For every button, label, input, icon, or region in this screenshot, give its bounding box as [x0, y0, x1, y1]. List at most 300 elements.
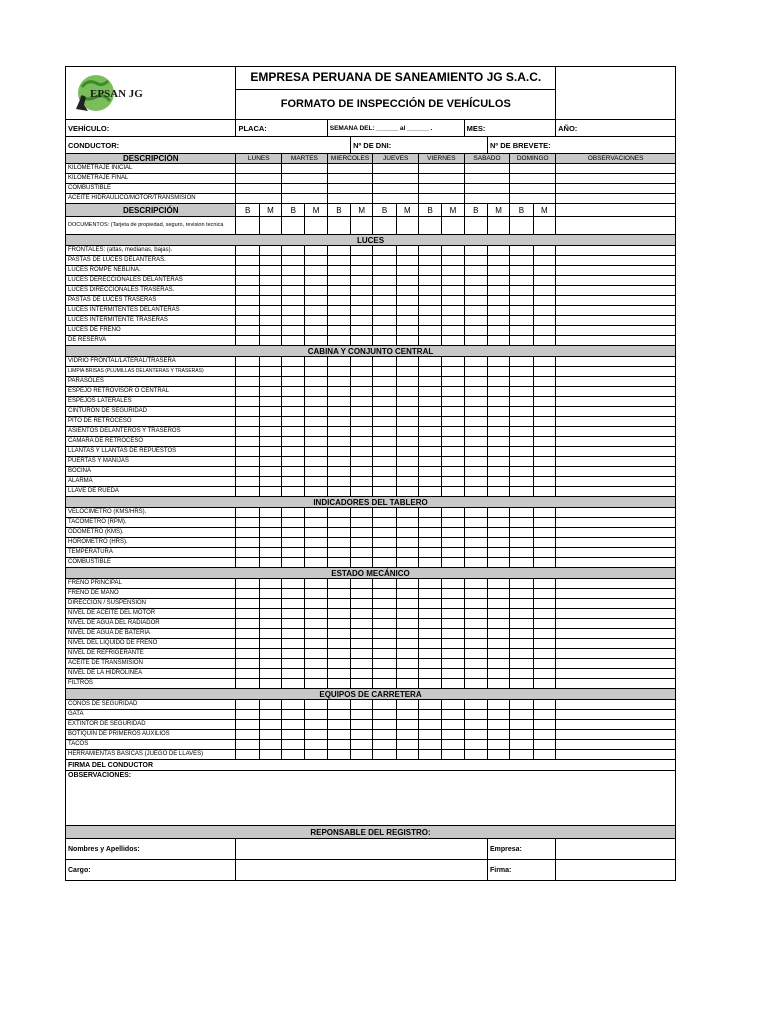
check-cell[interactable]	[510, 487, 533, 497]
check-cell[interactable]	[442, 518, 464, 528]
check-cell[interactable]	[464, 629, 487, 639]
check-cell[interactable]	[305, 316, 327, 326]
check-cell[interactable]	[419, 669, 442, 679]
check-cell[interactable]	[259, 296, 281, 306]
check-cell[interactable]	[282, 659, 305, 669]
check-cell[interactable]	[282, 649, 305, 659]
check-cell[interactable]	[351, 417, 373, 427]
check-cell[interactable]	[351, 477, 373, 487]
check-cell[interactable]	[327, 336, 350, 346]
check-cell[interactable]	[373, 487, 396, 497]
observation-cell[interactable]	[556, 276, 676, 286]
check-cell[interactable]	[419, 679, 442, 689]
check-cell[interactable]	[464, 377, 487, 387]
check-cell[interactable]	[487, 286, 509, 296]
check-cell[interactable]	[282, 639, 305, 649]
check-cell[interactable]	[487, 336, 509, 346]
check-cell[interactable]	[442, 589, 464, 599]
check-cell[interactable]	[259, 528, 281, 538]
observation-cell[interactable]	[556, 558, 676, 568]
check-cell[interactable]	[464, 518, 487, 528]
check-cell[interactable]	[464, 659, 487, 669]
check-cell[interactable]	[327, 740, 350, 750]
check-cell[interactable]	[419, 266, 442, 276]
check-cell[interactable]	[396, 306, 418, 316]
check-cell[interactable]	[259, 256, 281, 266]
check-cell[interactable]	[396, 296, 418, 306]
check-cell[interactable]	[396, 417, 418, 427]
check-cell[interactable]	[236, 256, 259, 266]
check-cell[interactable]	[305, 518, 327, 528]
check-cell[interactable]	[510, 538, 533, 548]
observations-field[interactable]: OBSERVACIONES:	[66, 771, 676, 826]
check-cell[interactable]	[236, 296, 259, 306]
check-cell[interactable]	[396, 720, 418, 730]
check-cell[interactable]	[327, 599, 350, 609]
check-cell[interactable]	[282, 217, 305, 235]
check-cell[interactable]	[396, 286, 418, 296]
check-cell[interactable]	[419, 659, 442, 669]
check-cell[interactable]	[510, 246, 533, 256]
check-cell[interactable]	[351, 538, 373, 548]
observation-cell[interactable]	[556, 457, 676, 467]
check-cell[interactable]	[419, 286, 442, 296]
check-cell[interactable]	[396, 266, 418, 276]
check-cell[interactable]	[327, 629, 350, 639]
day-value-cell[interactable]	[510, 194, 556, 204]
check-cell[interactable]	[282, 276, 305, 286]
check-cell[interactable]	[442, 508, 464, 518]
check-cell[interactable]	[236, 407, 259, 417]
check-cell[interactable]	[327, 679, 350, 689]
check-cell[interactable]	[442, 599, 464, 609]
check-cell[interactable]	[487, 669, 509, 679]
day-value-cell[interactable]	[373, 164, 419, 174]
check-cell[interactable]	[533, 649, 556, 659]
check-cell[interactable]	[305, 629, 327, 639]
check-cell[interactable]	[236, 508, 259, 518]
day-value-cell[interactable]	[419, 174, 465, 184]
check-cell[interactable]	[464, 649, 487, 659]
check-cell[interactable]	[305, 296, 327, 306]
check-cell[interactable]	[259, 609, 281, 619]
check-cell[interactable]	[396, 730, 418, 740]
check-cell[interactable]	[373, 589, 396, 599]
check-cell[interactable]	[464, 669, 487, 679]
check-cell[interactable]	[282, 316, 305, 326]
check-cell[interactable]	[305, 750, 327, 760]
check-cell[interactable]	[464, 387, 487, 397]
check-cell[interactable]	[487, 306, 509, 316]
check-cell[interactable]	[351, 639, 373, 649]
check-cell[interactable]	[464, 619, 487, 629]
check-cell[interactable]	[442, 286, 464, 296]
check-cell[interactable]	[396, 437, 418, 447]
check-cell[interactable]	[236, 730, 259, 740]
check-cell[interactable]	[305, 619, 327, 629]
check-cell[interactable]	[282, 528, 305, 538]
check-cell[interactable]	[396, 427, 418, 437]
check-cell[interactable]	[282, 619, 305, 629]
check-cell[interactable]	[282, 326, 305, 336]
check-cell[interactable]	[510, 407, 533, 417]
check-cell[interactable]	[236, 639, 259, 649]
check-cell[interactable]	[282, 357, 305, 367]
observation-cell[interactable]	[556, 184, 676, 194]
check-cell[interactable]	[442, 407, 464, 417]
check-cell[interactable]	[487, 629, 509, 639]
check-cell[interactable]	[442, 609, 464, 619]
check-cell[interactable]	[351, 679, 373, 689]
check-cell[interactable]	[236, 457, 259, 467]
check-cell[interactable]	[351, 629, 373, 639]
check-cell[interactable]	[351, 508, 373, 518]
check-cell[interactable]	[351, 246, 373, 256]
check-cell[interactable]	[373, 387, 396, 397]
check-cell[interactable]	[464, 720, 487, 730]
check-cell[interactable]	[305, 467, 327, 477]
check-cell[interactable]	[487, 659, 509, 669]
check-cell[interactable]	[327, 669, 350, 679]
check-cell[interactable]	[442, 256, 464, 266]
check-cell[interactable]	[396, 589, 418, 599]
check-cell[interactable]	[327, 256, 350, 266]
check-cell[interactable]	[327, 367, 350, 377]
check-cell[interactable]	[419, 740, 442, 750]
check-cell[interactable]	[259, 467, 281, 477]
vehicle-field[interactable]: VEHÍCULO:	[66, 120, 236, 137]
check-cell[interactable]	[464, 700, 487, 710]
check-cell[interactable]	[259, 487, 281, 497]
observation-cell[interactable]	[556, 639, 676, 649]
check-cell[interactable]	[442, 417, 464, 427]
check-cell[interactable]	[419, 528, 442, 538]
check-cell[interactable]	[373, 558, 396, 568]
check-cell[interactable]	[464, 467, 487, 477]
check-cell[interactable]	[442, 528, 464, 538]
check-cell[interactable]	[419, 750, 442, 760]
observation-cell[interactable]	[556, 437, 676, 447]
check-cell[interactable]	[533, 730, 556, 740]
check-cell[interactable]	[487, 217, 509, 235]
check-cell[interactable]	[396, 619, 418, 629]
check-cell[interactable]	[442, 477, 464, 487]
check-cell[interactable]	[533, 467, 556, 477]
check-cell[interactable]	[510, 720, 533, 730]
check-cell[interactable]	[419, 589, 442, 599]
check-cell[interactable]	[464, 266, 487, 276]
check-cell[interactable]	[442, 397, 464, 407]
check-cell[interactable]	[442, 548, 464, 558]
check-cell[interactable]	[282, 266, 305, 276]
check-cell[interactable]	[464, 487, 487, 497]
check-cell[interactable]	[351, 649, 373, 659]
check-cell[interactable]	[327, 397, 350, 407]
check-cell[interactable]	[510, 508, 533, 518]
check-cell[interactable]	[396, 548, 418, 558]
check-cell[interactable]	[236, 377, 259, 387]
observation-cell[interactable]	[556, 518, 676, 528]
check-cell[interactable]	[236, 387, 259, 397]
check-cell[interactable]	[351, 609, 373, 619]
check-cell[interactable]	[533, 296, 556, 306]
check-cell[interactable]	[419, 296, 442, 306]
day-value-cell[interactable]	[419, 184, 465, 194]
check-cell[interactable]	[487, 266, 509, 276]
check-cell[interactable]	[259, 306, 281, 316]
check-cell[interactable]	[464, 357, 487, 367]
check-cell[interactable]	[396, 710, 418, 720]
check-cell[interactable]	[396, 508, 418, 518]
check-cell[interactable]	[351, 518, 373, 528]
check-cell[interactable]	[419, 367, 442, 377]
check-cell[interactable]	[305, 217, 327, 235]
check-cell[interactable]	[396, 387, 418, 397]
check-cell[interactable]	[419, 306, 442, 316]
check-cell[interactable]	[259, 336, 281, 346]
check-cell[interactable]	[259, 326, 281, 336]
day-value-cell[interactable]	[419, 164, 465, 174]
check-cell[interactable]	[487, 558, 509, 568]
check-cell[interactable]	[327, 246, 350, 256]
check-cell[interactable]	[487, 538, 509, 548]
check-cell[interactable]	[533, 579, 556, 589]
check-cell[interactable]	[487, 528, 509, 538]
check-cell[interactable]	[464, 730, 487, 740]
check-cell[interactable]	[510, 609, 533, 619]
check-cell[interactable]	[510, 619, 533, 629]
week-field[interactable]: SEMANA DEL: ______ al ______ .	[327, 120, 464, 137]
check-cell[interactable]	[351, 306, 373, 316]
check-cell[interactable]	[282, 538, 305, 548]
check-cell[interactable]	[259, 659, 281, 669]
check-cell[interactable]	[373, 256, 396, 266]
check-cell[interactable]	[396, 407, 418, 417]
check-cell[interactable]	[464, 589, 487, 599]
check-cell[interactable]	[236, 467, 259, 477]
check-cell[interactable]	[419, 548, 442, 558]
check-cell[interactable]	[533, 669, 556, 679]
check-cell[interactable]	[396, 367, 418, 377]
observation-cell[interactable]	[556, 589, 676, 599]
check-cell[interactable]	[533, 538, 556, 548]
check-cell[interactable]	[373, 457, 396, 467]
check-cell[interactable]	[259, 649, 281, 659]
check-cell[interactable]	[236, 679, 259, 689]
check-cell[interactable]	[487, 487, 509, 497]
check-cell[interactable]	[396, 518, 418, 528]
check-cell[interactable]	[442, 700, 464, 710]
check-cell[interactable]	[351, 447, 373, 457]
check-cell[interactable]	[442, 367, 464, 377]
check-cell[interactable]	[327, 217, 350, 235]
check-cell[interactable]	[464, 296, 487, 306]
check-cell[interactable]	[373, 579, 396, 589]
check-cell[interactable]	[282, 700, 305, 710]
check-cell[interactable]	[464, 367, 487, 377]
day-value-cell[interactable]	[282, 164, 328, 174]
check-cell[interactable]	[259, 377, 281, 387]
check-cell[interactable]	[259, 367, 281, 377]
check-cell[interactable]	[533, 518, 556, 528]
check-cell[interactable]	[533, 558, 556, 568]
check-cell[interactable]	[533, 750, 556, 760]
observation-cell[interactable]	[556, 427, 676, 437]
check-cell[interactable]	[327, 639, 350, 649]
check-cell[interactable]	[533, 609, 556, 619]
check-cell[interactable]	[259, 286, 281, 296]
check-cell[interactable]	[236, 720, 259, 730]
check-cell[interactable]	[487, 508, 509, 518]
check-cell[interactable]	[236, 246, 259, 256]
day-value-cell[interactable]	[373, 184, 419, 194]
check-cell[interactable]	[464, 558, 487, 568]
check-cell[interactable]	[487, 387, 509, 397]
check-cell[interactable]	[533, 427, 556, 437]
check-cell[interactable]	[305, 407, 327, 417]
check-cell[interactable]	[236, 518, 259, 528]
check-cell[interactable]	[487, 377, 509, 387]
check-cell[interactable]	[305, 266, 327, 276]
check-cell[interactable]	[487, 457, 509, 467]
check-cell[interactable]	[351, 377, 373, 387]
check-cell[interactable]	[487, 750, 509, 760]
check-cell[interactable]	[236, 217, 259, 235]
check-cell[interactable]	[533, 629, 556, 639]
check-cell[interactable]	[510, 306, 533, 316]
check-cell[interactable]	[373, 407, 396, 417]
check-cell[interactable]	[282, 256, 305, 266]
day-value-cell[interactable]	[510, 184, 556, 194]
check-cell[interactable]	[533, 457, 556, 467]
check-cell[interactable]	[351, 599, 373, 609]
check-cell[interactable]	[373, 296, 396, 306]
check-cell[interactable]	[282, 589, 305, 599]
check-cell[interactable]	[259, 730, 281, 740]
day-value-cell[interactable]	[464, 194, 510, 204]
observation-cell[interactable]	[556, 326, 676, 336]
check-cell[interactable]	[373, 669, 396, 679]
check-cell[interactable]	[282, 407, 305, 417]
check-cell[interactable]	[259, 558, 281, 568]
check-cell[interactable]	[351, 266, 373, 276]
day-value-cell[interactable]	[327, 184, 373, 194]
check-cell[interactable]	[327, 579, 350, 589]
check-cell[interactable]	[373, 649, 396, 659]
check-cell[interactable]	[236, 629, 259, 639]
check-cell[interactable]	[327, 750, 350, 760]
check-cell[interactable]	[373, 367, 396, 377]
day-value-cell[interactable]	[236, 194, 282, 204]
position-field[interactable]	[236, 860, 488, 881]
check-cell[interactable]	[259, 266, 281, 276]
check-cell[interactable]	[419, 609, 442, 619]
check-cell[interactable]	[487, 649, 509, 659]
day-value-cell[interactable]	[236, 184, 282, 194]
check-cell[interactable]	[442, 467, 464, 477]
check-cell[interactable]	[305, 477, 327, 487]
observation-cell[interactable]	[556, 306, 676, 316]
check-cell[interactable]	[396, 629, 418, 639]
check-cell[interactable]	[487, 679, 509, 689]
check-cell[interactable]	[327, 730, 350, 740]
check-cell[interactable]	[510, 629, 533, 639]
check-cell[interactable]	[396, 487, 418, 497]
check-cell[interactable]	[396, 669, 418, 679]
check-cell[interactable]	[259, 447, 281, 457]
check-cell[interactable]	[305, 700, 327, 710]
check-cell[interactable]	[487, 407, 509, 417]
check-cell[interactable]	[282, 548, 305, 558]
check-cell[interactable]	[533, 256, 556, 266]
check-cell[interactable]	[282, 518, 305, 528]
check-cell[interactable]	[533, 659, 556, 669]
check-cell[interactable]	[533, 217, 556, 235]
check-cell[interactable]	[259, 316, 281, 326]
observation-cell[interactable]	[556, 164, 676, 174]
check-cell[interactable]	[510, 336, 533, 346]
check-cell[interactable]	[533, 306, 556, 316]
check-cell[interactable]	[259, 750, 281, 760]
check-cell[interactable]	[396, 276, 418, 286]
check-cell[interactable]	[327, 326, 350, 336]
check-cell[interactable]	[259, 639, 281, 649]
check-cell[interactable]	[327, 548, 350, 558]
check-cell[interactable]	[442, 679, 464, 689]
check-cell[interactable]	[373, 336, 396, 346]
check-cell[interactable]	[533, 387, 556, 397]
check-cell[interactable]	[510, 276, 533, 286]
check-cell[interactable]	[282, 710, 305, 720]
check-cell[interactable]	[327, 518, 350, 528]
observation-cell[interactable]	[556, 407, 676, 417]
check-cell[interactable]	[442, 266, 464, 276]
check-cell[interactable]	[396, 316, 418, 326]
check-cell[interactable]	[259, 477, 281, 487]
check-cell[interactable]	[487, 417, 509, 427]
check-cell[interactable]	[419, 246, 442, 256]
check-cell[interactable]	[236, 710, 259, 720]
check-cell[interactable]	[464, 397, 487, 407]
check-cell[interactable]	[419, 357, 442, 367]
check-cell[interactable]	[282, 558, 305, 568]
check-cell[interactable]	[236, 579, 259, 589]
day-value-cell[interactable]	[327, 164, 373, 174]
check-cell[interactable]	[464, 750, 487, 760]
check-cell[interactable]	[510, 397, 533, 407]
check-cell[interactable]	[533, 336, 556, 346]
observation-cell[interactable]	[556, 679, 676, 689]
check-cell[interactable]	[419, 558, 442, 568]
check-cell[interactable]	[236, 357, 259, 367]
check-cell[interactable]	[510, 730, 533, 740]
check-cell[interactable]	[533, 528, 556, 538]
check-cell[interactable]	[487, 548, 509, 558]
check-cell[interactable]	[351, 750, 373, 760]
check-cell[interactable]	[259, 437, 281, 447]
observation-cell[interactable]	[556, 377, 676, 387]
check-cell[interactable]	[533, 326, 556, 336]
check-cell[interactable]	[510, 296, 533, 306]
observation-cell[interactable]	[556, 367, 676, 377]
check-cell[interactable]	[351, 217, 373, 235]
check-cell[interactable]	[259, 427, 281, 437]
check-cell[interactable]	[236, 700, 259, 710]
check-cell[interactable]	[305, 336, 327, 346]
check-cell[interactable]	[327, 700, 350, 710]
check-cell[interactable]	[464, 336, 487, 346]
check-cell[interactable]	[419, 326, 442, 336]
